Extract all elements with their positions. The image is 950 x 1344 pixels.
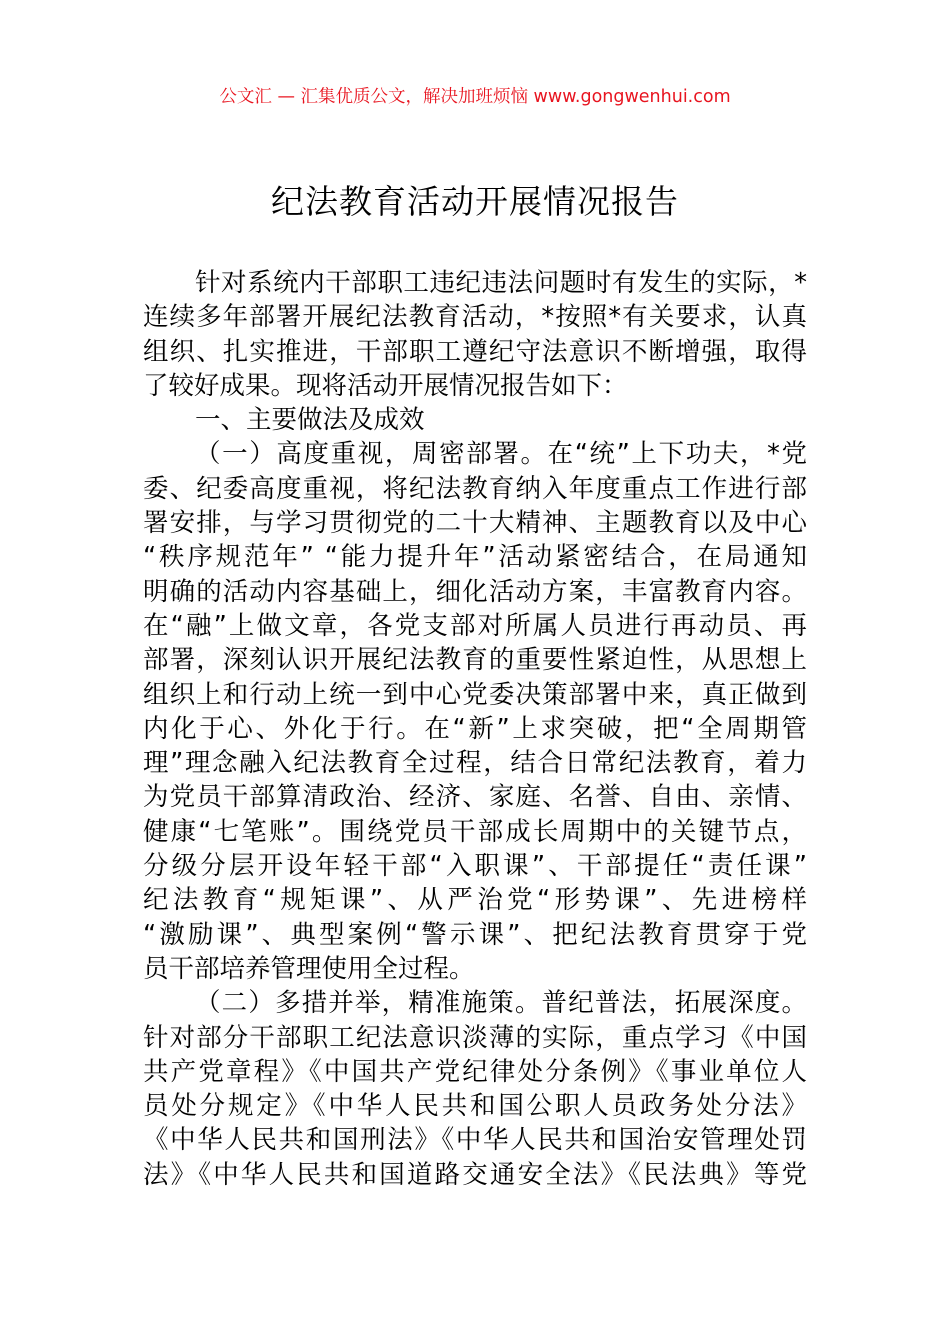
paragraph-line: 共产党章程》《中国共产党纪律处分条例》《事业单位人 [143,1056,807,1087]
paragraph-line: 部署，深刻认识开展纪法教育的重要性紧迫性，从思想上 [143,645,807,676]
paragraph-line: （二）多措并举，精准施策。普纪普法，拓展深度。 [195,988,807,1019]
paragraph-line: 了较好成果。现将活动开展情况报告如下： [143,370,628,401]
paragraph-line: 健康“七笔账”。围绕党员干部成长周期中的关键节点， [143,816,807,847]
paragraph-line: 员处分规定》《中华人民共和国公职人员政务处分法》 [143,1091,807,1122]
paragraph-line: 理”理念融入纪法教育全过程，结合日常纪法教育，着力 [143,748,807,779]
paragraph-line: 署安排，与学习贯彻党的二十大精神、主题教育以及中心 [143,508,807,539]
paragraph-line: 分级分层开设年轻干部“入职课”、干部提任“责任课” [143,851,807,882]
paragraph-line: 针对系统内干部职工违纪违法问题时有发生的实际，* [195,268,807,298]
paragraph-line: 内化于心、外化于行。在“新”上求突破，把“全周期管 [143,713,807,744]
paragraph-line: （一）高度重视，周密部署。在“统”上下功夫，*党 [195,439,807,470]
paragraph-line: 委、纪委高度重视，将纪法教育纳入年度重点工作进行部 [143,473,807,504]
paragraph-line: 连续多年部署开展纪法教育活动，*按照*有关要求，认真 [143,302,807,333]
paragraph-line: 在“融”上做文章，各党支部对所属人员进行再动员、再 [143,610,807,641]
paragraph-line: “激励课”、典型案例“警示课”、把纪法教育贯穿于党 [143,919,807,950]
paragraph-line: 为党员干部算清政治、经济、家庭、名誉、自由、亲情、 [143,782,807,813]
paragraph-line: 组织上和行动上统一到中心党委决策部署中来，真正做到 [143,679,807,710]
paragraph-line: 纪法教育“规矩课”、从严治党“形势课”、先进榜样 [143,885,807,916]
paragraph-line: 一、主要做法及成效 [195,405,425,436]
paragraph-line: 组织、扎实推进，干部职工遵纪守法意识不断增强，取得 [143,336,807,367]
site-banner: 公文汇 — 汇集优质公文，解决加班烦恼 www.gongwenhui.com [219,87,731,107]
document-body [143,266,807,1192]
paragraph-line: 《中华人民共和国刑法》《中华人民共和国治安管理处罚 [143,1125,807,1156]
paragraph-line: 法》《中华人民共和国道路交通安全法》《民法典》等党 [143,1159,807,1190]
paragraph-line: 员干部培养管理使用全过程。 [143,953,475,984]
paragraph-line: 明确的活动内容基础上，细化活动方案，丰富教育内容。 [143,576,807,607]
paragraph-line: “秩序规范年” “能力提升年”活动紧密结合，在局通知 [143,542,807,573]
document-title: 纪法教育活动开展情况报告 [271,182,679,221]
paragraph-line: 针对部分干部职工纪法意识淡薄的实际，重点学习《中国 [143,1022,807,1053]
